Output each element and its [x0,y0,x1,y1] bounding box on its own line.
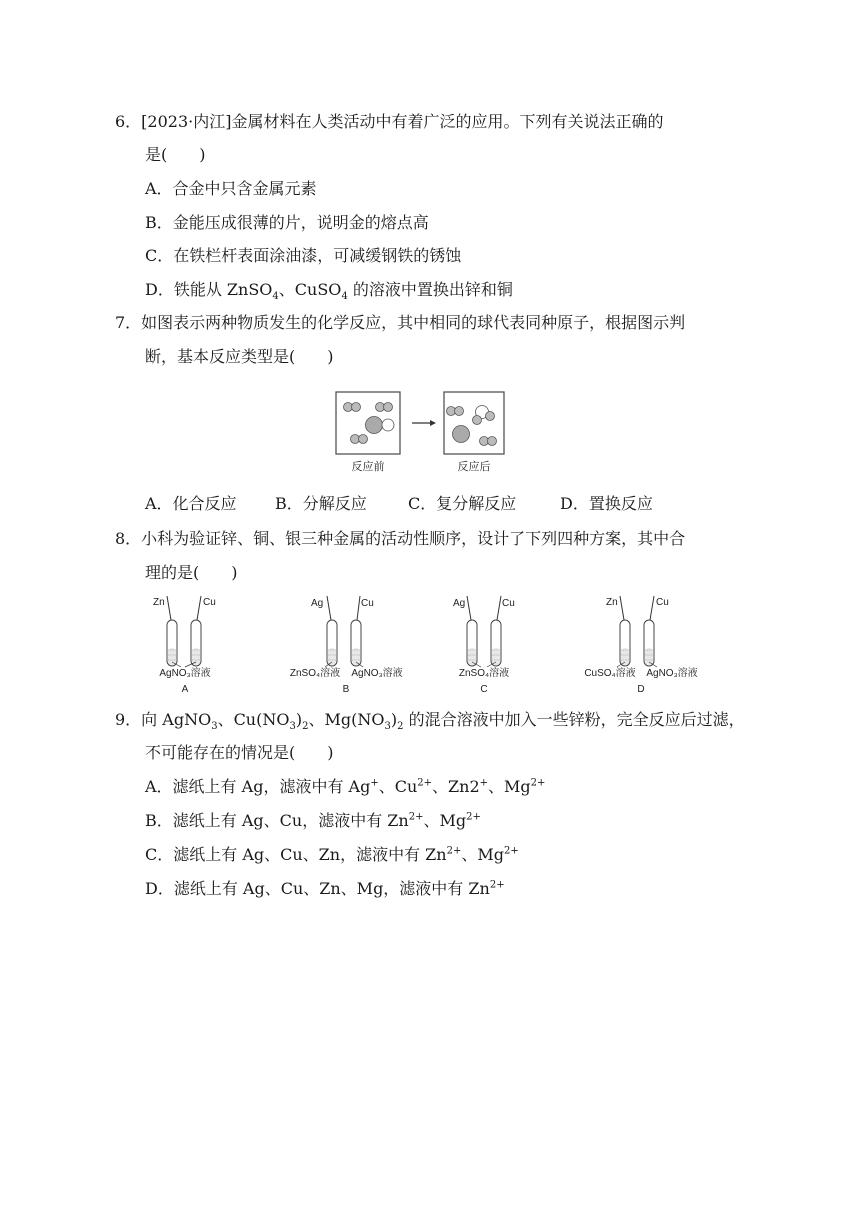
fig-c-left-metal: Ag [453,598,466,609]
q9-option-d: D．滤纸上有 Ag、Cu、Zn、Mg，滤液中有 $Zn^{2+}$ [145,879,505,898]
q8-stem-cont: 理的是( ) [145,563,238,582]
before-label: 反应前 [351,461,385,473]
q7-option-c: C．复分解反应 [408,494,517,513]
after-label: 反应后 [457,461,491,473]
q7-option-d: D．置换反应 [560,494,653,513]
fig-b-solution-right: AgNO₃溶液 [351,668,403,679]
fig-d-solution-left: CuSO₄溶液 [584,668,636,679]
q9-stem-cont: 不可能存在的情况是( ) [145,743,334,762]
tube-set-a [153,596,216,695]
fig-a-solution: AgNO₃溶液 [159,668,211,679]
q6-option-b: B．金能压成很薄的片，说明金的熔点高 [145,213,429,232]
fig-d-solution-right: AgNO₃溶液 [646,668,698,679]
q6-option-a: A．合金中只含金属元素 [145,179,317,198]
before-box [336,392,400,454]
fig-b-right-metal: Cu [361,598,374,609]
fig-b-letter: B [342,684,350,695]
fig-a-left-metal: Zn [153,597,165,608]
tube-set-c [453,596,515,695]
fig-b-left-metal: Ag [311,598,324,609]
q6-option-c: C．在铁栏杆表面涂油漆，可减缓钢铁的锈蚀 [145,246,462,265]
fig-d-right-metal: Cu [656,597,669,608]
fig-c-solution: ZnSO₄溶液 [458,668,510,679]
after-box [444,392,504,454]
fig-b-solution-left: ZnSO₄溶液 [289,668,341,679]
fig-d-letter: D [637,684,645,695]
q6-stem-cont: 是( ) [145,145,206,164]
arrow-icon [412,420,436,426]
tube-set-b [290,596,403,695]
fig-a-right-metal: Cu [203,597,216,608]
test-tube-diagrams [145,590,720,702]
tube-set-d [584,596,697,695]
q6-stem: 6．[2023·内江]金属材料在人类活动中有着广泛的应用。下列有关说法正确的 [115,112,664,131]
fig-d-left-metal: Zn [606,597,618,608]
q7-stem: 7．如图表示两种物质发生的化学反应，其中相同的球代表同种原子，根据图示判 [115,313,686,332]
reaction-diagram [330,388,510,476]
fig-c-letter: C [480,684,488,695]
fig-c-right-metal: Cu [502,598,515,609]
q9-option-c: C．滤纸上有 Ag、Cu、Zn，滤液中有 $Zn^{2+}$、$Mg^{2+}$ [145,845,519,864]
q8-stem: 8．小科为验证锌、铜、银三种金属的活动性顺序，设计了下列四种方案，其中合 [115,529,686,548]
q7-option-a: A．化合反应 [145,494,237,513]
q7-option-b: B．分解反应 [275,494,367,513]
q9-option-a: A．滤纸上有 Ag，滤液中有 Ag+、$Cu^{2+}$、Zn2+、$Mg^{2+}$ [145,777,546,796]
q9-option-b: B．滤纸上有 Ag、Cu，滤液中有 $Zn^{2+}$、$Mg^{2+}$ [145,811,481,830]
q6-option-d: D．铁能从 ZnSO$_4$、CuSO$_4$ 的溶液中置换出锌和铜 [145,280,513,303]
q7-stem-cont: 断，基本反应类型是( ) [145,347,334,366]
q9-stem: 9．向 AgNO$_3$、$Cu(NO_3)_2$、$Mg(NO_3)_2$ 的混合溶液中加入一些锌粉，完全反应后过滤， [115,710,745,733]
fig-a-letter: A [181,684,189,695]
